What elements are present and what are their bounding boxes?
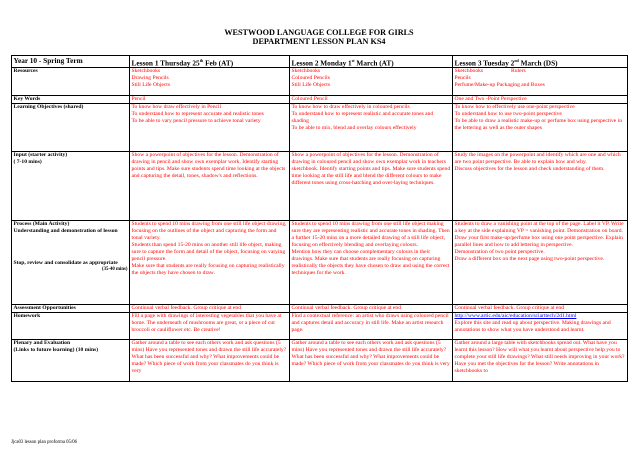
cell-assessment-l1: Continual verbal feedback. Group critique at end	[130, 305, 290, 313]
plenary-label: Plenary and Evaluation (Links to future learning)	[13, 340, 75, 354]
footer-note: Jjca03 lesson plan proforma 05/06	[11, 440, 78, 445]
review-time: (35-40 mins)	[102, 267, 128, 273]
cell-keywords-l2: Coloured Pencil	[290, 96, 453, 104]
cell-assessment-l3: Continual verbal feedback. Group critique at end	[453, 305, 628, 313]
table-row	[12, 152, 628, 221]
cell-keywords-l1: Pencil	[130, 96, 290, 104]
table-row	[12, 313, 628, 340]
row-label-resources: Resources	[12, 68, 130, 96]
cell-homework-l3	[453, 313, 628, 340]
cell-assessment-l2: Continual verbal feedback. Group critique at end	[290, 305, 453, 313]
cell-resources-l1: Sketchbooks Drawing Pencils Still Life Objects	[130, 68, 290, 96]
cell-objectives-l3: To know how to effectively use one-point perspective To understand how to use two-point perspective To be able to draw a realistic make-up or perfume box using perspective in the lettering as well as the outer shapes	[453, 104, 628, 152]
table-header-row	[12, 56, 628, 68]
review-label: Stop, review and consolidate as appropriate	[13, 260, 118, 267]
cell-plenary-l1: Gather around a table to see each others work and ask questions (5 mins) Have you represented tones and drawn the still life accurately? What has been successful and why? What improvements could be made? Which piece of work from your classmates do you think is very	[130, 340, 290, 382]
cell-homework-l2: Find a contextual reference: an artist who draws using coloured pencil and captures detail and accuracy in still life. Make an artist research page.	[290, 313, 453, 340]
table-row	[12, 104, 628, 152]
cell-objectives-l2: To know how to draw effectively in coloured pencils To understand how to represent realistic and accurate tones and shading To be able to mix, blend and overlay colours effectively	[290, 104, 453, 152]
cell-starter-l2: Show a powerpoint of objectives for the lesson. Demonstration of drawing in coloured pencil and show own exemplar work in teachers sketchbook. Identify starting points and tips. Make sure students spend time looking at the still life and blend the different colours to make different tones using cross-hatching and over-laying techniques.	[290, 152, 453, 221]
cell-homework-l1: Fill a page with drawings of interesting vegetables that you have at home. The underneath of mushrooms are great, or a piece of cut broccoli or cauliflower etc. Be creative!	[130, 313, 290, 340]
table-row	[12, 305, 628, 313]
cell-starter-l1: Show a powerpoint of objectives for the lesson. Demonstration of drawing in pencil and show own exemplar work. Identify starting points and tips. Make sure students spend time looking at the objects and capturing the detail, tones, shadow's and reflections.	[130, 152, 290, 221]
table-row	[12, 221, 628, 305]
row-label-starter: Input (starter activity) ( 7-10 mins)	[12, 152, 130, 221]
cell-plenary-l2: Gather around a table to see each others work and ask questions (5 mins) Have you represented tones and drawn the still life accurately? What has been successful and why? What improvements could be made? Which piece of work from your classmates do you think is very	[290, 340, 453, 382]
cell-process-l1: Students to spend 10 mins drawing from one still life object drawing, focusing on the outlines of the object and capturing the form and tonal variety. Students than spend 15-20 mins on another still life object, making sure to capture the form and detail of the object, focusing on varying pencil pressure. Make sure that students are really focusing on capturing realistically the objects they have chosen to draw.	[130, 221, 290, 305]
school-title: WESTWOOD LANGUAGE COLLEGE FOR GIRLS	[224, 28, 414, 37]
homework-l3-text: Explore this site and read up about perspective. Making drawings and annotations to show what you have understood and learnt.	[454, 320, 611, 334]
row-label-process	[12, 221, 130, 305]
row-label-objectives: Learning Objectives (shared)	[12, 104, 130, 152]
row-label-assessment: Assessment Opportunities	[12, 305, 130, 313]
cell-resources-l2: Sketchbooks Coloured Pencils Still Life Objects	[290, 68, 453, 96]
table-row	[12, 340, 628, 382]
table-row	[12, 96, 628, 104]
cell-process-l2: Students to spend 10 mins drawing from one still life object making sure they are representing realistic and accurate tones in shading. Then a further 15-20 mins on a more detailed drawing of a still life object, focusing on effectively blending and overlaying colours. Mention how they can choose complementary colours in their drawings. Make sure that students are really focusing on capturing realistically the objects they have chosen to draw and using the correct techniques for the work.	[290, 221, 453, 305]
cell-process-l3: Students to draw a vanishing point at the top of the page. Label it VP. Write a key at the side explaining VP = vanishing point. Demonstration on board. Draw your first make-up/perfume box using one point perspective. Explain parallel lines and how to add lettering in perspective. Demonstration of two point perspective. Draw a different box on the next page using two-point perspective.	[453, 221, 628, 305]
cell-keywords-l3: One and Two -Point Perspective	[453, 96, 628, 104]
table-row	[12, 68, 628, 96]
cell-objectives-l1: To know how draw effectively in Pencil To understand how to represent accurate and realistic tones To be able to vary pencil pressure to achieve tonal variety	[130, 104, 290, 152]
plenary-time: (10 mins)	[75, 347, 99, 354]
plan-title: DEPARTMENT LESSON PLAN KS4	[252, 37, 386, 46]
perspective-link[interactable]: http://www.artic.edu/aic/education/sciarttech/2d1.html	[454, 313, 577, 320]
lesson-plan-table	[11, 55, 628, 382]
cell-plenary-l3: Gather around a large table with sketchbooks spread out. What have you learnt this lesson? How will what you learnt about perspective help you to complete your still life drawings? What still needs improving in your work? Have you met the objectives for the lesson? Write annotations in sketchbooks to	[453, 340, 628, 382]
row-label-homework: Homework	[12, 313, 130, 340]
header-term: Year 10 - Spring Term	[12, 56, 130, 68]
cell-resources-l3: Sketchbooks Rulers Pencils Perfume/Make-up Packaging and Boxes	[453, 68, 628, 96]
process-label: Process (Main Activity) Understanding and demonstration of lesson	[13, 221, 118, 235]
header-lesson-1: Lesson 1 Thursday 25th Feb (AT)	[130, 56, 290, 68]
cell-starter-l3: Study the images on the powerpoint and identify which are one and which are two point perspective. Be able to explain how and why. Discuss objectives for the lesson and check understanding of them.	[453, 152, 628, 221]
row-label-keywords: Key Words	[12, 96, 130, 104]
header-lesson-3: Lesson 3 Tuesday 2nd March (DS)	[453, 56, 628, 68]
header-lesson-2: Lesson 2 Monday 1st March (AT)	[290, 56, 453, 68]
row-label-plenary	[12, 340, 130, 382]
